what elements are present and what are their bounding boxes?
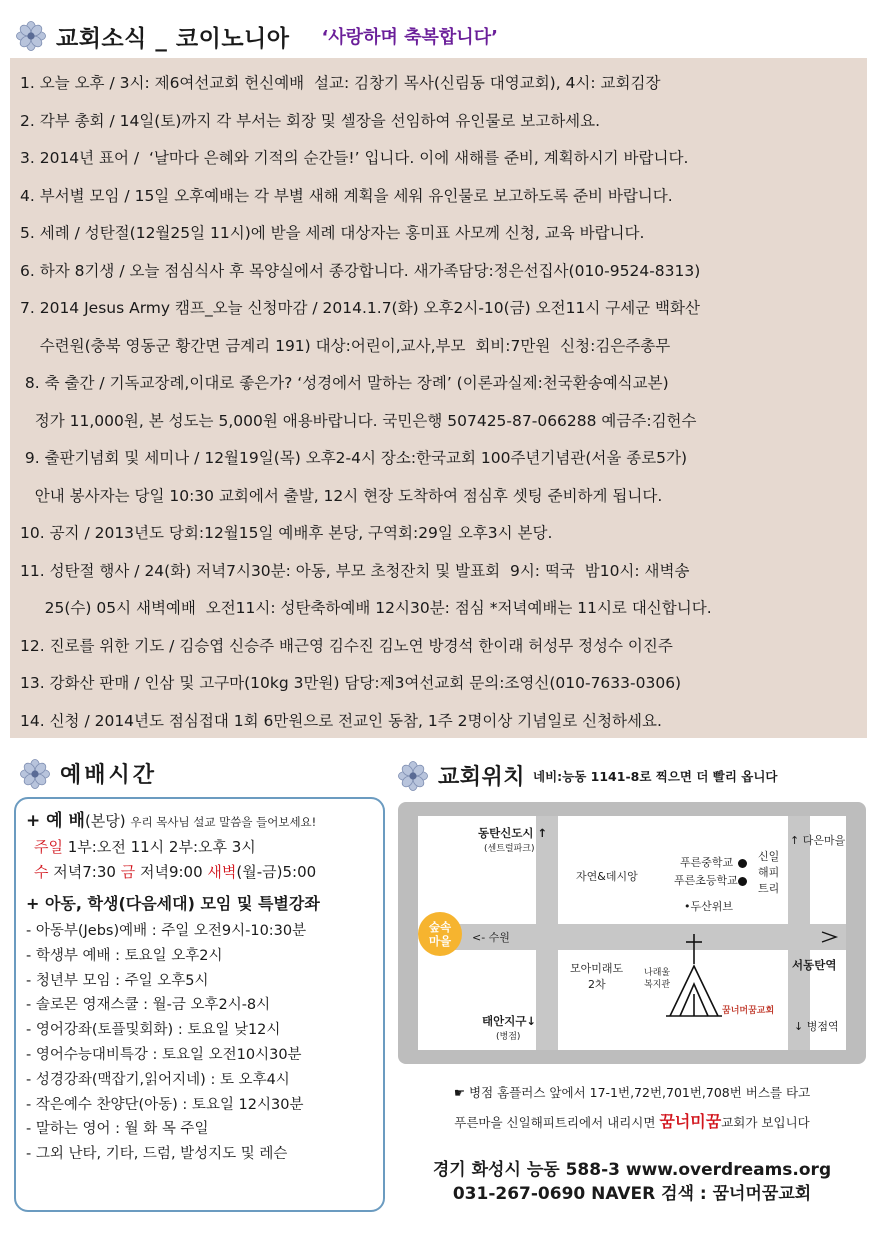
dawn-time: (월-금)5:00 — [236, 863, 317, 881]
map-label-moa-1: 모아미래도 — [570, 962, 624, 975]
map-label-suwon: <- 수원 — [472, 931, 510, 944]
dawn-label: 새벽 — [207, 863, 237, 881]
motto: ‘사랑하며 축복합니다’ — [321, 27, 498, 48]
notice-item: 1. 오늘 오후 / 3시: 제6여선교회 헌신예배 설교: 김창기 목사(신림동 대영교회), 4시: 교회김장 — [20, 74, 661, 92]
map-label-sinil-2: 해피 — [758, 866, 780, 879]
map-dot — [738, 877, 747, 886]
program-item: - 아동부(Jebs)예배 : 주일 오전9시-10:30분 — [26, 923, 307, 939]
notice-item: 14. 신청 / 2014년도 점심접대 1회 6만원으로 전교인 동참, 1주 2명이상 기념일로 신청하세요. — [20, 711, 662, 730]
flower-icon — [398, 761, 428, 791]
map-label-purun-middle: 푸른중학교 — [680, 856, 734, 869]
notice-item: 25(수) 05시 새벽예배 오전11시: 성탄축하예배 12시30분: 점심 *저녁예배는 11시로 대신합니다. — [20, 599, 712, 617]
notice-item: 7. 2014 Jesus Army 캠프_오늘 신청마감 / 2014.1.7(화) 오후2시-10(금) 오전11시 구세군 백화산 — [20, 299, 700, 317]
map-label-nature-desian: 자연&데시앙 — [576, 870, 638, 883]
notice-item: 3. 2014년 표어 / ‘날마다 은혜와 기적의 순간들!’ 입니다. 이에 새해를 준비, 계획하시기 바랍니다. — [20, 149, 689, 167]
map-frame — [398, 802, 866, 1064]
map-label-dareun: ↑ 다은마을 — [790, 834, 846, 847]
header — [16, 14, 861, 58]
map-label-sinil-3: 트리 — [758, 882, 780, 895]
phone-line: 031-267-0690 NAVER 검색 : 꿈너머꿈교회 — [452, 1184, 812, 1204]
weekday-row — [26, 860, 373, 885]
sunday-times: 1부:오전 11시 2부:오후 3시 — [62, 838, 256, 856]
program-item: - 학생부 예배 : 토요일 오후2시 — [26, 947, 223, 964]
section-title-worship: 예배시간 — [60, 763, 158, 788]
map-label-taean-sub: (병점) — [496, 1032, 521, 1042]
program-item: - 영어수능대비특강 : 토요일 오전10시30분 — [26, 1046, 302, 1063]
section-title-church-news: 교회소식 _ 코이노니아 — [56, 25, 290, 52]
sunday-row — [26, 835, 373, 860]
children-program-list — [26, 919, 373, 1167]
program-item: - 청년부 모임 : 주일 오후5시 — [26, 972, 209, 989]
map-label-byeongjeom: ↓ 병점역 — [794, 1020, 839, 1033]
sunday-label: 주일 — [34, 838, 63, 856]
program-item: - 말하는 영어 : 월 화 목 주일 — [26, 1121, 209, 1138]
map-label-moa-2: 2차 — [588, 978, 606, 991]
program-item: - 솔로몬 영재스쿨 : 월-금 오후2시-8시 — [26, 997, 271, 1014]
map-label-taean: 태안지구↓ — [482, 1014, 537, 1028]
map-label-narae-1: 나래울 — [644, 968, 671, 978]
church-name-highlight: 꿈너미꿈 — [659, 1112, 722, 1131]
notice-item: 6. 하자 8기생 / 오늘 점심식사 후 목양실에서 종강합니다. 새가족담당:정은선집사(010-9524-8313) — [20, 261, 701, 280]
children-section-title: + 아동, 학생(다음세대) 모임 및 특별강좌 — [26, 894, 320, 913]
bus-line-1: ☛ 병점 홈플러스 앞에서 17-1번,72번,701번,708번 버스를 타고 — [453, 1085, 811, 1100]
main-service-row — [26, 809, 373, 835]
notice-item: 정가 11,000원, 본 성도는 5,000원 애용바랍니다. 국민은행 507425-87-066288 예금주:김헌수 — [20, 411, 697, 430]
nav-hint: 네비:능동 1141-8로 찍으면 더 빨리 옵니다 — [533, 768, 778, 784]
notice-item: 9. 출판기념회 및 세미나 / 12월19일(목) 오후2-4시 장소:한국교회 100주년기념관(서울 종로5가) — [20, 449, 688, 467]
map-dot — [738, 859, 747, 868]
worship-header — [20, 758, 157, 789]
map-label-dongtan: 동탄신도시 ↑ — [478, 826, 548, 840]
notice-item: 안내 봉사자는 당일 10:30 교회에서 출발, 12시 현장 도착하여 점심후 셋팅 준비하게 됩니다. — [20, 486, 663, 505]
program-item: - 그외 난타, 기타, 드럼, 발성지도 및 레슨 — [26, 1146, 288, 1163]
map-label-seodong: 서동탄역 — [792, 958, 837, 972]
notice-item: 13. 강화산 판매 / 인삼 및 고구마(10kg 3만원) 담당:제3여선교회 문의:조영신(010-7633-0306) — [20, 674, 682, 692]
notice-list — [10, 58, 867, 738]
flower-icon — [20, 759, 50, 789]
map-label-church: 꿈너머꿈교회 — [722, 1006, 775, 1016]
notice-item: 11. 성탄절 행사 / 24(화) 저녁7시30분: 아동, 부모 초청잔치 및 발표회 9시: 떡국 밤10시: 새벽송 — [20, 561, 690, 580]
bus-line-2-end: 교회가 보입니다 — [721, 1115, 810, 1130]
address-block — [398, 1158, 866, 1206]
bus-line-2-text: 푸른마을 신일해피트리에서 내리시면 — [454, 1115, 660, 1130]
main-service-title: + 예 배 — [26, 811, 85, 831]
map-label-central-park: (센트럴파크) — [484, 844, 535, 854]
main-service-place: (본당) — [84, 812, 126, 830]
main-service-note: 우리 목사님 설교 말씀을 들어보세요! — [130, 815, 317, 829]
notice-item: 12. 진로를 위한 기도 / 김승엽 신승주 배근영 김수진 김노연 방경석 한이래 허성무 정성수 이진주 — [20, 636, 673, 655]
wednesday-label: 수 — [34, 863, 49, 881]
notice-item: 4. 부서별 모임 / 15일 오후예배는 각 부별 새해 계획을 세워 유인물로 보고하도록 준비 바랍니다. — [20, 186, 673, 205]
location-map — [418, 816, 846, 1050]
map-label-forest-2: 마을 — [428, 934, 452, 948]
program-item: - 성경강좌(맥잡기,읽어지네) : 토 오후4시 — [26, 1071, 290, 1088]
notice-item: 수련원(충북 영동군 황간면 금계리 191) 대상:어린이,교사,부모 회비:7만원 신청:김은주총무 — [20, 336, 671, 355]
notice-item: 5. 세례 / 성탄절(12월25일 11시)에 받을 세례 대상자는 홍미표 사모께 신청, 교육 바랍니다. — [20, 224, 645, 242]
program-item: - 작은예수 찬양단(아동) : 토요일 12시30분 — [26, 1096, 304, 1113]
location-header — [398, 760, 778, 791]
section-title-location: 교회위치 — [438, 765, 526, 790]
bus-directions — [398, 1078, 866, 1137]
map-label-purun-elem: 푸른초등학교 — [674, 874, 738, 887]
program-item: - 영어강좌(토플및회화) : 토요일 낮12시 — [26, 1022, 281, 1039]
notice-item: 8. 축 출간 / 기독교장례,이대로 좋은가? ‘성경에서 말하는 장례’ (이론과실제:천국환송예식교본) — [20, 374, 669, 392]
friday-label: 금 — [120, 863, 136, 881]
notice-item: 10. 공지 / 2013년도 당회:12월15일 예배후 본당, 구역회:29일 오후3시 본당. — [20, 524, 553, 542]
map-label-narae-2: 복지관 — [644, 980, 671, 990]
map-forest-village-badge — [418, 912, 462, 956]
address-line: 경기 화성시 능동 588-3 www.overdreams.org — [432, 1160, 832, 1180]
flower-icon — [16, 21, 46, 51]
map-label-sinil-1: 신일 — [758, 850, 780, 863]
map-label-doosan: •두산위브 — [684, 900, 733, 913]
map-label-forest-1: 숲속 — [428, 920, 452, 934]
friday-time: 저녁9:00 — [135, 863, 208, 881]
wednesday-time: 저녁7:30 — [48, 863, 121, 881]
worship-schedule-box — [14, 797, 385, 1212]
notice-item: 2. 각부 총회 / 14일(토)까지 각 부서는 회장 및 셀장을 선임하여 유인물로 보고하세요. — [20, 111, 601, 130]
bus-line-2 — [398, 1107, 866, 1137]
